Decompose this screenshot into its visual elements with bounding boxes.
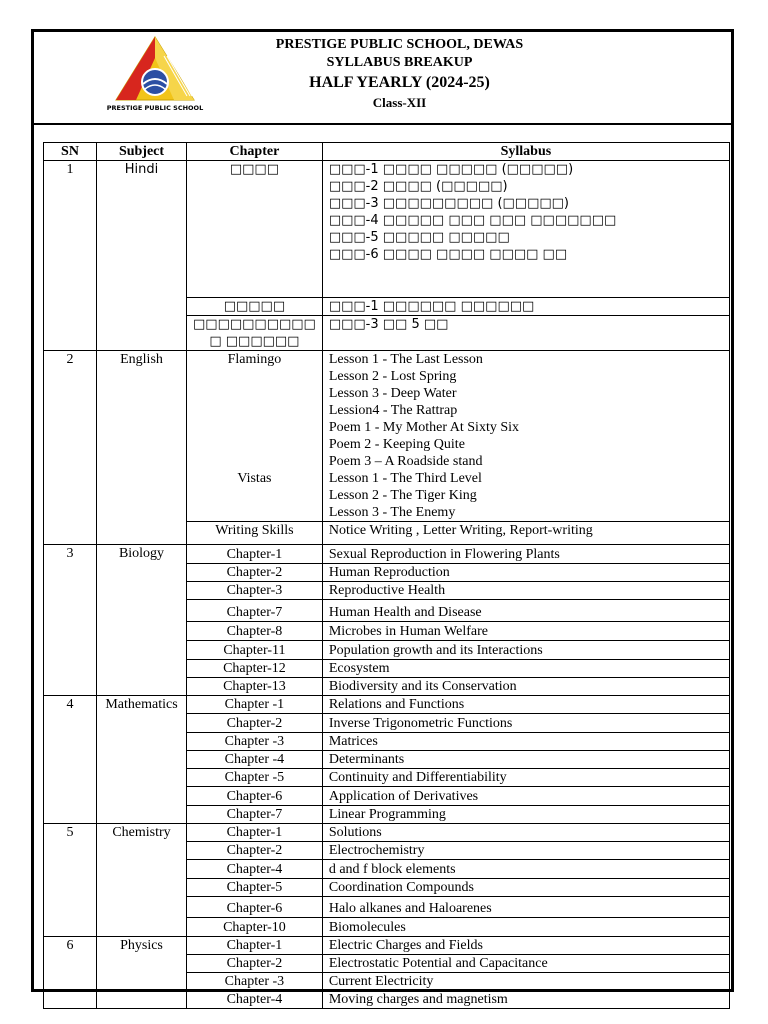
sn-cell: 5 [44, 824, 97, 937]
physics-section [44, 937, 730, 1009]
header-sn: SN [44, 143, 97, 161]
syllabus-cell: Linear Programming [322, 806, 729, 824]
chapter-cell: Chapter-8 [187, 622, 323, 641]
chapter-cell: Vistas [187, 470, 323, 522]
syllabus-line: Lesson 1 - The Last Lesson [328, 352, 483, 367]
syllabus-table [43, 142, 730, 1009]
chapter-cell: Chapter-4 [187, 991, 323, 1009]
chapter-cell: Chapter -3 [187, 973, 323, 991]
subject-cell: Physics [97, 937, 187, 1009]
chapter-cell: Chapter-5 [187, 879, 323, 897]
syllabus-cell: Electrochemistry [322, 842, 729, 860]
table-row [44, 545, 730, 564]
syllabus-cell: Human Health and Disease [322, 600, 729, 622]
subject-cell: English [97, 351, 187, 545]
syllabus-cell: Application of Derivatives [322, 787, 729, 806]
chapter-cell: Chapter-10 [187, 918, 323, 937]
syllabus-cell: Electrostatic Potential and Capacitance [322, 955, 729, 973]
chapter-cell: Chapter-13 [187, 678, 323, 696]
chapter-cell: Chapter-6 [187, 787, 323, 806]
chapter-cell: Chapter-7 [187, 806, 323, 824]
syllabus-line: Poem 2 - Keeping Quite [328, 437, 465, 452]
header-chapter: Chapter [187, 143, 323, 161]
doc-title: SYLLABUS BREAKUP [326, 55, 473, 70]
syllabus-cell: □□□-1 □□□□□□ □□□□□□ [322, 298, 729, 316]
syllabus-cell: Electric Charges and Fields [322, 937, 729, 955]
chapter-cell: Chapter-1 [187, 937, 323, 955]
syllabus-cell: d and f block elements [322, 860, 729, 879]
syllabus-cell: □□□-3 □□ 5 □□ [322, 316, 729, 351]
chapter-cell: Chapter-2 [187, 955, 323, 973]
syllabus-line: □□□-4 □□□□□ □□□ □□□ □□□□□□□ [328, 213, 617, 228]
document-frame [31, 29, 734, 1007]
subject-cell: Hindi [97, 161, 187, 351]
chapter-cell: Chapter -5 [187, 769, 323, 787]
class-label: Class-XII [372, 95, 427, 110]
syllabus-cell: Ecosystem [322, 660, 729, 678]
sn-cell: 3 [44, 545, 97, 696]
syllabus-cell: Notice Writing , Letter Writing, Report-writing [322, 522, 729, 545]
table-row [44, 351, 730, 471]
syllabus-cell [322, 470, 729, 522]
chapter-cell: □□□□ [187, 161, 323, 298]
chapter-cell: Chapter-4 [187, 860, 323, 879]
chapter-cell: Chapter -3 [187, 733, 323, 751]
term-title: HALF YEARLY (2024-25) [309, 74, 490, 91]
chapter-cell: Chapter-1 [187, 545, 323, 564]
syllabus-line: Poem 1 - My Mother At Sixty Six [328, 420, 520, 435]
syllabus-line: □□□-1 □□□□ □□□□□ (□□□□□) [328, 162, 574, 177]
document-header [34, 32, 731, 125]
syllabus-line: □□□-2 □□□□ (□□□□□) [328, 179, 508, 194]
syllabus-cell [322, 351, 729, 471]
syllabus-line: Poem 3 – A Roadside stand [328, 454, 483, 469]
table-row [44, 937, 730, 955]
sn-cell: 2 [44, 351, 97, 545]
school-name: PRESTIGE PUBLIC SCHOOL, DEWAS [275, 37, 524, 52]
syllabus-cell: Matrices [322, 733, 729, 751]
syllabus-line: Lesson 2 - Lost Spring [328, 369, 457, 384]
syllabus-cell: Moving charges and magnetism [322, 991, 729, 1009]
syllabus-cell: Population growth and its Interactions [322, 641, 729, 660]
syllabus-cell: Determinants [322, 751, 729, 769]
chapter-cell: Chapter -4 [187, 751, 323, 769]
syllabus-cell: Microbes in Human Welfare [322, 622, 729, 641]
syllabus-cell: Relations and Functions [322, 696, 729, 714]
syllabus-cell: Solutions [322, 824, 729, 842]
syllabus-cell: Human Reproduction [322, 564, 729, 582]
chapter-cell: Chapter-3 [187, 582, 323, 600]
chapter-cell: Writing Skills [187, 522, 323, 545]
syllabus-line: Lesson 2 - The Tiger King [328, 488, 477, 503]
syllabus-line: Lession4 - The Rattrap [328, 403, 458, 418]
syllabus-line: □□□-3 □□□□□□□□□ (□□□□□) [328, 196, 570, 211]
header-syllabus: Syllabus [322, 143, 729, 161]
syllabus-cell: Halo alkanes and Haloarenes [322, 897, 729, 918]
subject-cell: Mathematics [97, 696, 187, 824]
table-header-row [44, 143, 730, 161]
syllabus-cell: Inverse Trigonometric Functions [322, 714, 729, 733]
chapter-cell: □□□□□□□□□□ □ □□□□□□ [187, 316, 323, 351]
header-subject: Subject [97, 143, 187, 161]
table-row [44, 824, 730, 842]
chapter-cell: □□□□□ [187, 298, 323, 316]
syllabus-line: Lesson 3 - Deep Water [328, 386, 457, 401]
svg-text:PRESTIGE PUBLIC SCHOOL: PRESTIGE PUBLIC SCHOOL [106, 104, 204, 112]
biology-section [44, 545, 730, 696]
syllabus-cell: Current Electricity [322, 973, 729, 991]
chapter-cell: Chapter-12 [187, 660, 323, 678]
sn-cell: 4 [44, 696, 97, 824]
maths-section [44, 696, 730, 824]
syllabus-line: Lesson 1 - The Third Level [328, 471, 482, 486]
chapter-cell: Chapter-6 [187, 897, 323, 918]
syllabus-cell: Reproductive Health [322, 582, 729, 600]
chapter-cell: Chapter -1 [187, 696, 323, 714]
chemistry-section [44, 824, 730, 937]
subject-cell: Biology [97, 545, 187, 696]
chapter-cell: Chapter-2 [187, 564, 323, 582]
syllabus-line: Lesson 3 - The Enemy [328, 505, 456, 520]
syllabus-cell: Biomolecules [322, 918, 729, 937]
chapter-cell: Flamingo [187, 351, 323, 471]
chapter-cell: Chapter-2 [187, 714, 323, 733]
table-row [44, 696, 730, 714]
syllabus-line: □□□-6 □□□□ □□□□ □□□□ □□ [328, 247, 568, 262]
chapter-cell: Chapter-2 [187, 842, 323, 860]
syllabus-cell: Continuity and Differentiability [322, 769, 729, 787]
chapter-cell: Chapter-1 [187, 824, 323, 842]
syllabus-cell [322, 161, 729, 298]
syllabus-cell: Biodiversity and its Conservation [322, 678, 729, 696]
syllabus-cell: Coordination Compounds [322, 879, 729, 897]
sn-cell: 1 [44, 161, 97, 351]
table-row [44, 161, 730, 298]
syllabus-line: □□□-5 □□□□□ □□□□□ [328, 230, 510, 245]
chapter-cell: Chapter-11 [187, 641, 323, 660]
syllabus-cell: Sexual Reproduction in Flowering Plants [322, 545, 729, 564]
sn-cell: 6 [44, 937, 97, 1009]
subject-cell: Chemistry [97, 824, 187, 937]
chapter-cell: Chapter-7 [187, 600, 323, 622]
